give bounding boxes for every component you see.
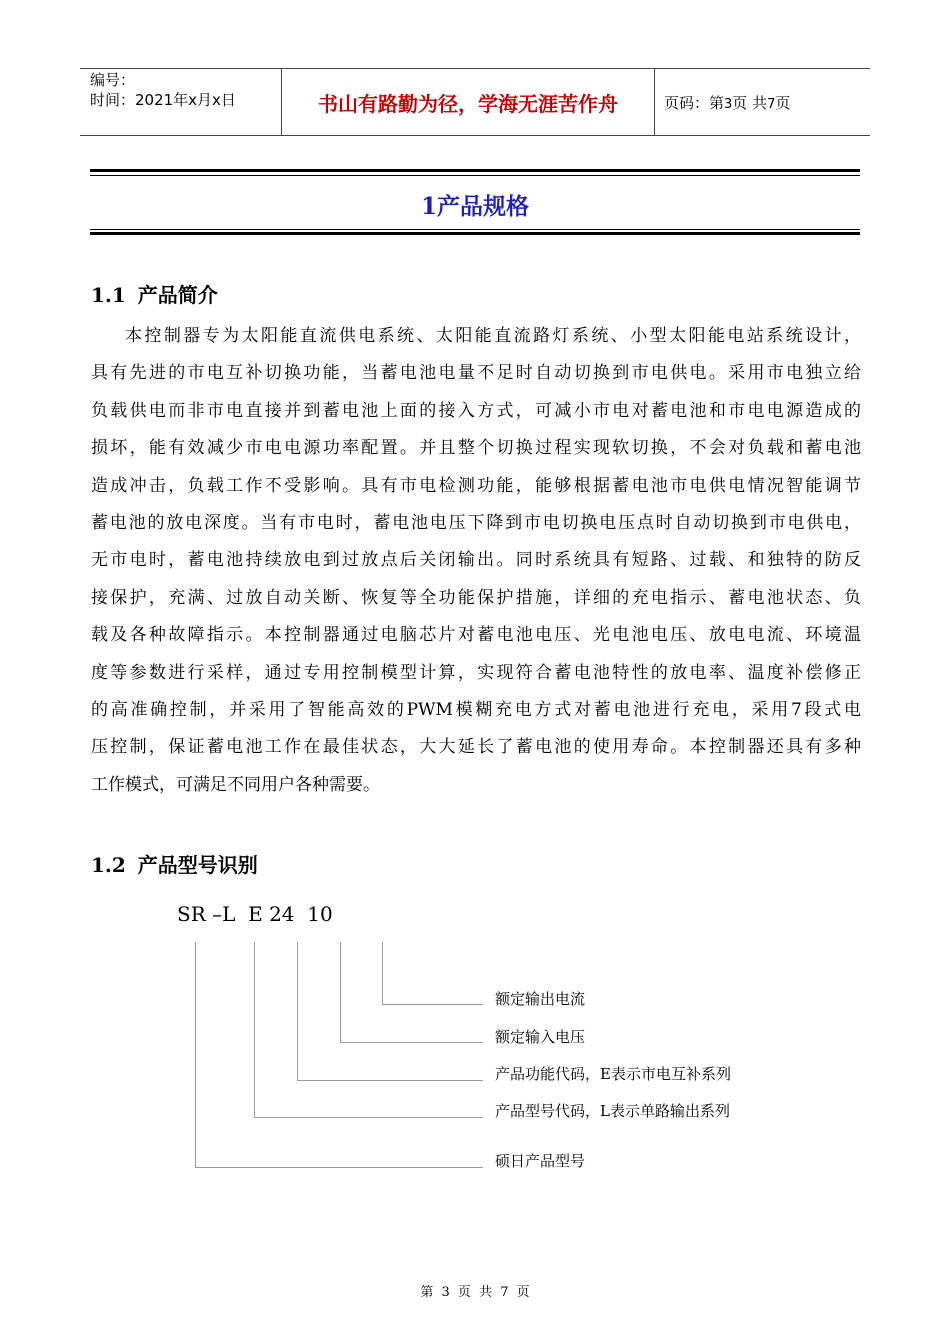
connector-model-code — [255, 942, 484, 1118]
paragraph-line: 压控制，保证蓄电池工作在最佳状态，大大延长了蓄电池的使用寿命。本控制器还具有多种 — [91, 737, 861, 758]
header-time-label: 时间：2021年x月x日 — [90, 91, 236, 109]
paragraph-line: 负载供电而非市电直接并到蓄电池上面的接入方式，可减小市电对蓄电池和市电电源造成的 — [91, 400, 861, 421]
label-output-current: 额定输出电流 — [495, 990, 586, 1008]
label-model-code: 产品型号代码，L表示单路输出系列 — [495, 1102, 730, 1120]
section-title: 产品简介 — [137, 283, 218, 307]
paragraph-line: 度等参数进行采样，通过专用控制模型计算，实现符合蓄电池特性的放电率、温度补偿修正 — [91, 662, 861, 683]
page-footer: 第 3 页 共 7 页 — [420, 1285, 530, 1300]
paragraph-line: 造成冲击，负载工作不受影响。具有市电检测功能，能够根据蓄电池市电供电情况智能调节 — [91, 475, 861, 496]
header-page-total: 7 — [767, 97, 776, 112]
chapter-title: 1产品规格 — [420, 193, 529, 220]
paragraph-line: 具有先进的市电互补切换功能，当蓄电池电量不足时自动切换到市电供电。采用市电独立给 — [91, 363, 861, 384]
section-number: 1.1 — [91, 283, 126, 307]
label-brand: 硕日产品型号 — [495, 1152, 586, 1170]
header-number-label: 编号： — [90, 71, 136, 89]
connector-function-code — [298, 942, 484, 1081]
connector-brand — [196, 942, 484, 1168]
header-page-suffix: 页 — [775, 94, 791, 112]
section-title: 产品型号识别 — [137, 853, 258, 877]
paragraph-line: 损坏，能有效减少市电电源功率配置。并且整个切换过程实现软切换，不会对负载和蓄电池 — [91, 438, 861, 459]
section-number: 1.2 — [91, 853, 126, 877]
label-function-code: 产品功能代码，E表示市电互补系列 — [495, 1065, 731, 1083]
paragraph-line: 接保护，充满、过放自动关断、恢复等全功能保护措施，详细的充电指示、蓄电池状态、负 — [91, 587, 861, 608]
header-page-prefix: 页码：第 — [664, 94, 725, 112]
paragraph-line: 载及各种故障指示。本控制器通过电脑芯片对蓄电池电压、光电池电压、放电电流、环境温 — [91, 625, 861, 646]
paragraph-line: 本控制器专为太阳能直流供电系统、太阳能直流路灯系统、小型太阳能电站系统设计， — [125, 326, 861, 346]
paragraph-line: 无市电时，蓄电池持续放电到过放点后关闭输出。同时系统具有短路、过载、和独特的防反 — [91, 550, 861, 571]
header-page-current: 3 — [724, 97, 733, 112]
paragraph-line: 的高准确控制，并采用了智能高效的PWM模糊充电方式对蓄电池进行充电，采用7段式电 — [91, 699, 861, 720]
header-motto: 书山有路勤为径，学海无涯苦作舟 — [318, 92, 618, 116]
paragraph-line: 工作模式，可满足不同用户各种需要。 — [91, 774, 380, 795]
paragraph-line: 蓄电池的放电深度。当有市电时，蓄电池电压下降到市电切换电压点时自动切换到市电供电， — [91, 512, 861, 533]
header-page-mid: 页 共 — [732, 94, 768, 112]
model-code: SR –L E 24 10 — [177, 902, 333, 926]
label-input-voltage: 额定输入电压 — [495, 1028, 586, 1046]
connector-output-current — [383, 942, 484, 1005]
connector-input-voltage — [341, 942, 484, 1043]
